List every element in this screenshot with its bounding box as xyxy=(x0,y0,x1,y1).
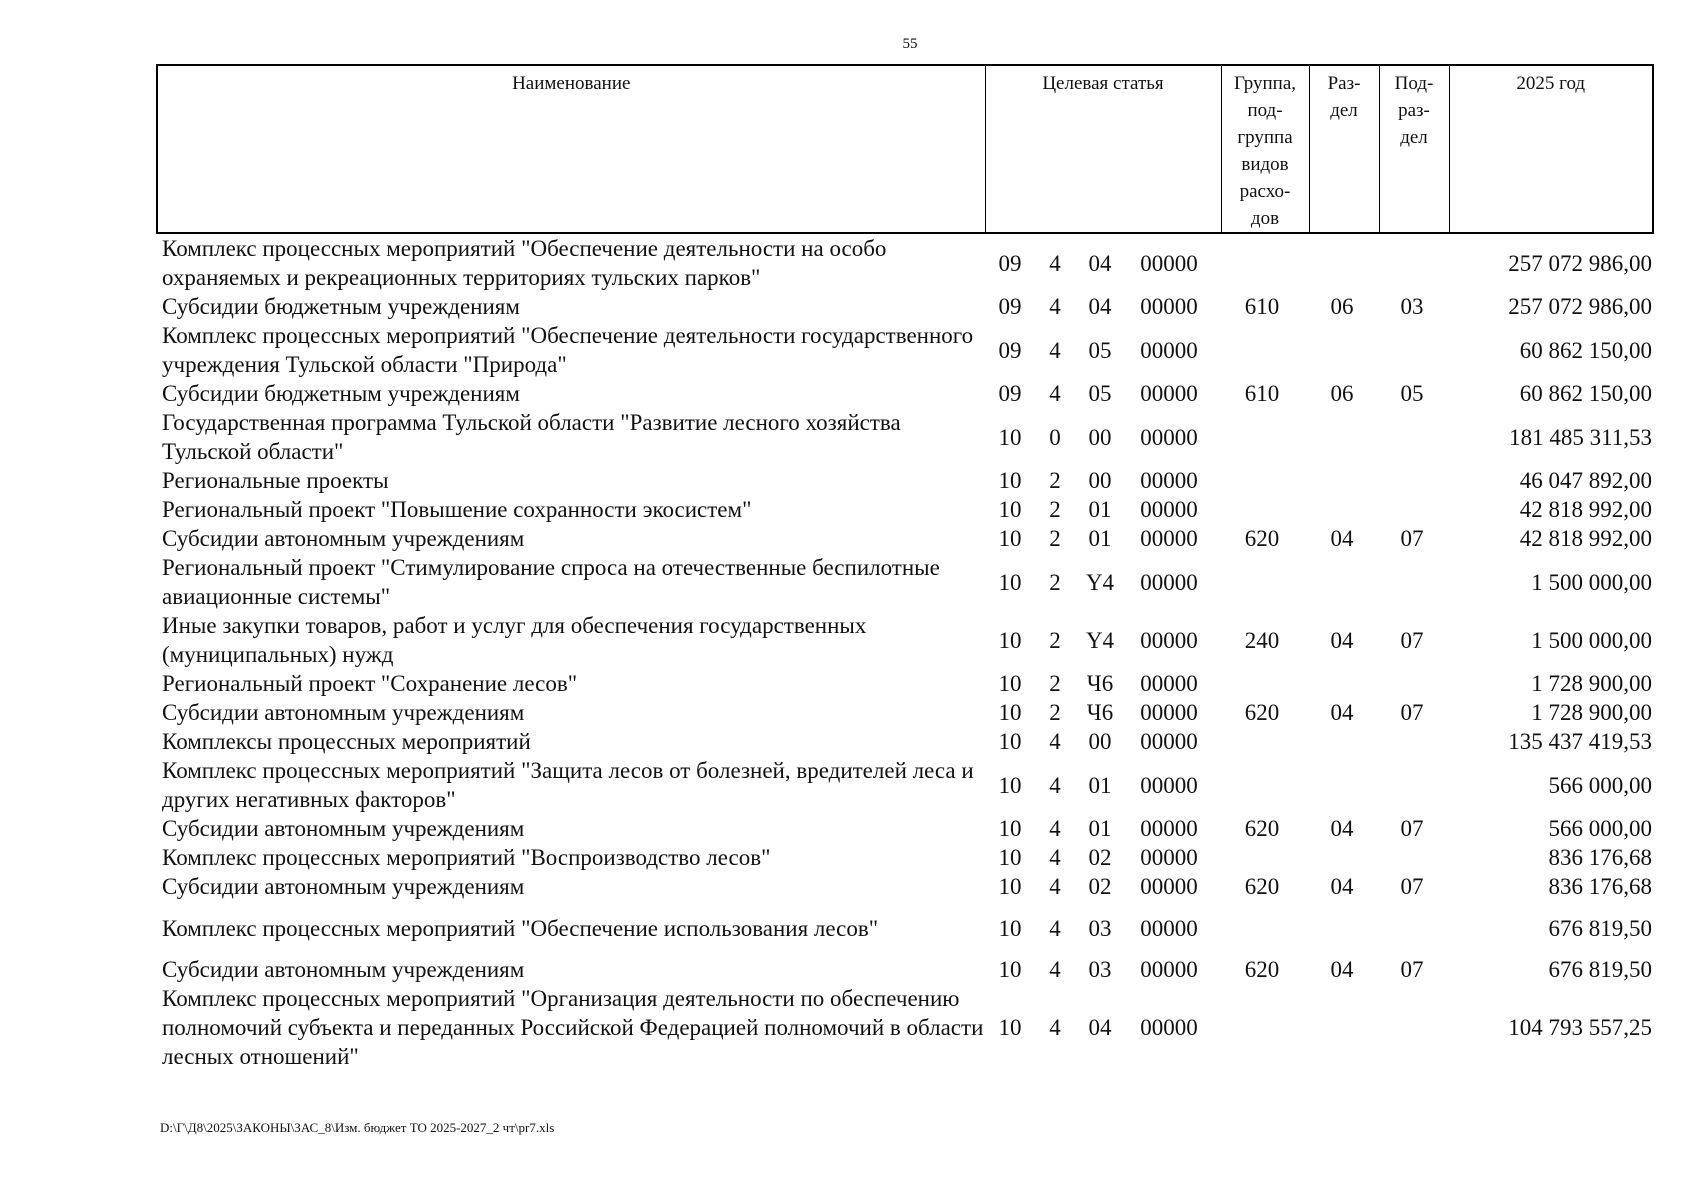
table-row xyxy=(158,843,1658,872)
cell-target-direction: 00000 xyxy=(1140,671,1198,696)
cell-subsection xyxy=(1374,234,1450,292)
cell-section xyxy=(1310,669,1374,698)
header-name: Наименование xyxy=(157,65,985,233)
cell-section xyxy=(1310,901,1374,955)
cell-section: 06 xyxy=(1330,381,1354,406)
cell-amount-2025: 181 485 311,53 xyxy=(1509,424,1652,450)
cell-name: Иные закупки товаров, работ и услуг для обеспечения государственных (муниципальных) нужд xyxy=(162,613,867,667)
cell-expense-group: 240 xyxy=(1244,627,1280,653)
cell-section xyxy=(1310,321,1374,379)
cell-target-direction: 00000 xyxy=(1140,957,1198,982)
cell-target-type: 4 xyxy=(1049,729,1061,754)
cell-target-type: 4 xyxy=(1049,874,1061,899)
cell-target-direction: 00000 xyxy=(1140,526,1198,551)
header-line: дел xyxy=(1330,100,1358,121)
cell-target-program: 09 xyxy=(998,294,1022,319)
cell-target-type: 2 xyxy=(1049,497,1061,522)
cell-target-program: 10 xyxy=(998,526,1022,551)
cell-expense-group xyxy=(1214,466,1310,495)
cell-target-type: 2 xyxy=(1049,468,1061,493)
header-line: видов xyxy=(1241,154,1289,175)
cell-section xyxy=(1310,727,1374,756)
cell-subsection xyxy=(1374,843,1450,872)
cell-amount-2025: 42 818 992,00 xyxy=(1519,497,1652,522)
cell-target-type: 0 xyxy=(1049,424,1061,450)
cell-subsection xyxy=(1374,321,1450,379)
cell-section: 04 xyxy=(1330,957,1354,982)
cell-amount-2025: 257 072 986,00 xyxy=(1508,294,1652,319)
cell-target-type: 4 xyxy=(1049,337,1061,363)
cell-amount-2025: 836 176,68 xyxy=(1548,874,1652,899)
table-row xyxy=(158,984,1658,1071)
cell-subsection: 03 xyxy=(1400,294,1424,319)
cell-target-type: 2 xyxy=(1049,700,1061,725)
cell-target-direction: 00000 xyxy=(1140,381,1198,406)
cell-section xyxy=(1310,234,1374,292)
cell-expense-group: 610 xyxy=(1244,381,1280,406)
table-row xyxy=(158,872,1658,901)
cell-amount-2025: 566 000,00 xyxy=(1548,816,1652,841)
table-row xyxy=(158,611,1658,669)
header-line: раз- xyxy=(1398,100,1430,121)
cell-subsection: 07 xyxy=(1400,627,1424,653)
table-row xyxy=(158,553,1658,611)
table-row xyxy=(158,379,1658,408)
cell-amount-2025: 676 819,50 xyxy=(1548,957,1652,982)
table-row xyxy=(158,698,1658,727)
cell-name: Региональный проект "Повышение сохранности экосистем" xyxy=(162,497,752,522)
cell-amount-2025: 135 437 419,53 xyxy=(1508,729,1652,754)
header-line: Под- xyxy=(1394,73,1434,94)
cell-target-program: 10 xyxy=(998,845,1022,870)
cell-subsection xyxy=(1374,756,1450,814)
cell-expense-group xyxy=(1214,321,1310,379)
file-path-footer: D:\Г\Д8\2025\ЗАКОНЫ\ЗАС_8\Изм. бюджет ТО 2025-2027_2 чт\pr7.xls xyxy=(160,1120,555,1135)
table-row xyxy=(158,321,1658,379)
cell-section xyxy=(1310,756,1374,814)
cell-name: Комплекс процессных мероприятий "Обеспечение деятельности государственного учреждения Тульской области "Природа" xyxy=(162,323,974,377)
cell-target-item: 00 xyxy=(1088,424,1112,450)
cell-expense-group: 620 xyxy=(1244,816,1280,841)
cell-amount-2025: 836 176,68 xyxy=(1548,845,1652,870)
header-section xyxy=(1309,65,1379,233)
cell-target-program: 10 xyxy=(998,671,1022,696)
table-row xyxy=(158,727,1658,756)
cell-target-program: 10 xyxy=(998,1015,1022,1040)
cell-subsection: 07 xyxy=(1400,957,1424,982)
cell-section xyxy=(1310,553,1374,611)
cell-expense-group: 620 xyxy=(1244,526,1280,551)
cell-target-item: 04 xyxy=(1088,294,1112,319)
cell-target-direction: 00000 xyxy=(1140,845,1198,870)
cell-target-direction: 00000 xyxy=(1140,816,1198,841)
cell-amount-2025: 60 862 150,00 xyxy=(1519,381,1652,406)
cell-expense-group xyxy=(1214,727,1310,756)
cell-target-item: 01 xyxy=(1088,816,1112,841)
cell-section xyxy=(1310,843,1374,872)
cell-target-direction: 00000 xyxy=(1140,497,1198,522)
cell-target-program: 10 xyxy=(998,627,1022,653)
table-row xyxy=(158,408,1658,466)
cell-target-item: 01 xyxy=(1088,497,1112,522)
cell-section xyxy=(1310,408,1374,466)
table-row xyxy=(158,814,1658,843)
header-line: группа xyxy=(1237,127,1293,148)
header-year: 2025 год xyxy=(1449,65,1653,233)
cell-target-program: 10 xyxy=(998,957,1022,982)
cell-target-item: 01 xyxy=(1088,526,1112,551)
cell-target-program: 10 xyxy=(998,700,1022,725)
cell-target-item: 00 xyxy=(1088,468,1112,493)
cell-subsection xyxy=(1374,669,1450,698)
cell-expense-group xyxy=(1214,843,1310,872)
cell-target-item: 03 xyxy=(1088,957,1112,982)
cell-name: Региональный проект "Сохранение лесов" xyxy=(162,671,578,696)
cell-target-item: 02 xyxy=(1088,874,1112,899)
cell-section: 04 xyxy=(1330,816,1354,841)
cell-expense-group xyxy=(1214,669,1310,698)
cell-target-program: 10 xyxy=(998,468,1022,493)
cell-name: Государственная программа Тульской области "Развитие лесного хозяйства Тульской области" xyxy=(162,410,901,464)
cell-section: 04 xyxy=(1330,526,1354,551)
header-line: дел xyxy=(1400,127,1428,148)
header-line: под- xyxy=(1247,100,1283,121)
table-header xyxy=(156,64,1654,234)
cell-target-item: 02 xyxy=(1088,845,1112,870)
cell-target-type: 4 xyxy=(1049,772,1061,798)
table-row xyxy=(158,669,1658,698)
cell-name: Субсидии автономным учреждениям xyxy=(162,700,525,725)
cell-target-type: 2 xyxy=(1049,569,1061,595)
cell-target-program: 10 xyxy=(998,915,1022,941)
cell-target-direction: 00000 xyxy=(1140,772,1198,798)
cell-expense-group: 620 xyxy=(1244,874,1280,899)
cell-name: Комплексы процессных мероприятий xyxy=(162,729,531,754)
header-expense-group xyxy=(1221,65,1309,233)
cell-name: Субсидии автономным учреждениям xyxy=(162,957,525,982)
table-row xyxy=(158,292,1658,321)
cell-target-item: 04 xyxy=(1088,250,1112,276)
table-row xyxy=(158,901,1658,955)
cell-subsection: 07 xyxy=(1400,700,1424,725)
cell-target-item: 03 xyxy=(1088,915,1112,941)
cell-expense-group xyxy=(1214,984,1310,1071)
cell-target-program: 10 xyxy=(998,729,1022,754)
cell-amount-2025: 566 000,00 xyxy=(1548,772,1652,798)
cell-subsection xyxy=(1374,495,1450,524)
cell-target-type: 4 xyxy=(1049,957,1061,982)
cell-target-item: 05 xyxy=(1088,337,1112,363)
cell-target-direction: 00000 xyxy=(1140,250,1198,276)
cell-target-direction: 00000 xyxy=(1140,729,1198,754)
cell-target-direction: 00000 xyxy=(1140,468,1198,493)
cell-subsection xyxy=(1374,408,1450,466)
page-number: 55 xyxy=(902,36,918,52)
cell-amount-2025: 46 047 892,00 xyxy=(1519,468,1652,493)
cell-target-program: 09 xyxy=(998,381,1022,406)
cell-target-item: 04 xyxy=(1088,1015,1112,1040)
cell-target-type: 2 xyxy=(1049,627,1061,653)
cell-target-direction: 00000 xyxy=(1140,915,1198,941)
cell-section xyxy=(1310,495,1374,524)
cell-name: Региональные проекты xyxy=(162,468,389,493)
cell-amount-2025: 1 500 000,00 xyxy=(1531,627,1652,653)
cell-target-type: 4 xyxy=(1049,294,1061,319)
cell-expense-group xyxy=(1214,901,1310,955)
cell-target-program: 10 xyxy=(998,569,1022,595)
cell-target-direction: 00000 xyxy=(1140,627,1198,653)
cell-target-direction: 00000 xyxy=(1140,569,1198,595)
cell-subsection xyxy=(1374,984,1450,1071)
cell-subsection xyxy=(1374,727,1450,756)
budget-table xyxy=(158,234,1658,1071)
cell-section: 04 xyxy=(1330,700,1354,725)
header-line: расхо- xyxy=(1239,181,1291,202)
table-row xyxy=(158,524,1658,553)
header-target-article: Целевая статья xyxy=(985,65,1221,233)
cell-target-type: 4 xyxy=(1049,915,1061,941)
header-line: Раз- xyxy=(1327,73,1361,94)
cell-target-program: 09 xyxy=(998,337,1022,363)
cell-target-item: 01 xyxy=(1088,772,1112,798)
cell-target-direction: 00000 xyxy=(1140,294,1198,319)
cell-amount-2025: 676 819,50 xyxy=(1548,915,1652,941)
cell-target-direction: 00000 xyxy=(1140,700,1198,725)
table-row xyxy=(158,955,1658,984)
cell-target-program: 10 xyxy=(998,816,1022,841)
cell-subsection: 07 xyxy=(1400,816,1424,841)
cell-subsection: 05 xyxy=(1400,381,1424,406)
cell-name: Субсидии автономным учреждениям xyxy=(162,816,525,841)
cell-subsection xyxy=(1374,553,1450,611)
cell-target-program: 10 xyxy=(998,497,1022,522)
cell-target-type: 2 xyxy=(1049,526,1061,551)
header-line: дов xyxy=(1250,208,1280,229)
cell-name: Региональный проект "Стимулирование спроса на отечественные беспилотные авиационные системы" xyxy=(162,555,940,609)
cell-name: Комплекс процессных мероприятий "Защита лесов от болезней, вредителей леса и других негативных факторов" xyxy=(162,758,974,812)
cell-target-item: Y4 xyxy=(1085,569,1115,595)
cell-expense-group xyxy=(1214,553,1310,611)
cell-expense-group xyxy=(1214,234,1310,292)
cell-target-type: 4 xyxy=(1049,816,1061,841)
cell-target-direction: 00000 xyxy=(1140,424,1198,450)
cell-amount-2025: 42 818 992,00 xyxy=(1519,526,1652,551)
cell-name: Комплекс процессных мероприятий "Организация деятельности по обеспечению полномочий субъекта и переданных Российской Федерацией полномочий в области лесных отношений" xyxy=(162,986,984,1069)
cell-target-type: 4 xyxy=(1049,250,1061,276)
cell-subsection: 07 xyxy=(1400,526,1424,551)
cell-expense-group xyxy=(1214,756,1310,814)
cell-section xyxy=(1310,466,1374,495)
cell-expense-group: 610 xyxy=(1244,294,1280,319)
cell-amount-2025: 60 862 150,00 xyxy=(1519,337,1652,363)
cell-name: Комплекс процессных мероприятий "Обеспечение использования лесов" xyxy=(162,915,879,941)
cell-target-direction: 00000 xyxy=(1140,1015,1198,1040)
cell-target-program: 10 xyxy=(998,424,1022,450)
cell-target-item: 05 xyxy=(1088,381,1112,406)
cell-target-item: Y4 xyxy=(1085,627,1115,653)
cell-amount-2025: 257 072 986,00 xyxy=(1508,250,1652,276)
cell-expense-group: 620 xyxy=(1244,957,1280,982)
cell-name: Субсидии автономным учреждениям xyxy=(162,874,525,899)
table-row xyxy=(158,234,1658,292)
cell-target-direction: 00000 xyxy=(1140,337,1198,363)
cell-name: Комплекс процессных мероприятий "Обеспечение деятельности на особо охраняемых и рекреационных территориях тульских парков" xyxy=(162,236,887,290)
cell-target-program: 10 xyxy=(998,874,1022,899)
cell-expense-group: 620 xyxy=(1244,700,1280,725)
cell-target-type: 4 xyxy=(1049,845,1061,870)
cell-target-item: Ч6 xyxy=(1086,671,1114,696)
cell-target-program: 09 xyxy=(998,250,1022,276)
cell-target-program: 10 xyxy=(998,772,1022,798)
cell-target-item: 00 xyxy=(1088,729,1112,754)
cell-amount-2025: 1 728 900,00 xyxy=(1531,700,1652,725)
cell-section: 04 xyxy=(1330,627,1354,653)
cell-section xyxy=(1310,984,1374,1071)
cell-amount-2025: 1 500 000,00 xyxy=(1531,569,1652,595)
header-line: Группа, xyxy=(1233,73,1297,94)
cell-name: Субсидии автономным учреждениям xyxy=(162,526,525,551)
cell-section: 04 xyxy=(1330,874,1354,899)
cell-target-type: 2 xyxy=(1049,671,1061,696)
cell-expense-group xyxy=(1214,495,1310,524)
table-row xyxy=(158,756,1658,814)
cell-subsection: 07 xyxy=(1400,874,1424,899)
cell-name: Субсидии бюджетным учреждениям xyxy=(162,381,520,406)
cell-target-type: 4 xyxy=(1049,1015,1061,1040)
cell-expense-group xyxy=(1214,408,1310,466)
table-row xyxy=(158,495,1658,524)
cell-amount-2025: 104 793 557,25 xyxy=(1508,1015,1652,1040)
cell-name: Комплекс процессных мероприятий "Воспроизводство лесов" xyxy=(162,845,771,870)
header-subsection xyxy=(1379,65,1449,233)
table-row xyxy=(158,466,1658,495)
cell-subsection xyxy=(1374,901,1450,955)
cell-target-direction: 00000 xyxy=(1140,874,1198,899)
cell-target-type: 4 xyxy=(1049,381,1061,406)
cell-subsection xyxy=(1374,466,1450,495)
cell-target-item: Ч6 xyxy=(1086,700,1114,725)
cell-name: Субсидии бюджетным учреждениям xyxy=(162,294,520,319)
cell-section: 06 xyxy=(1330,294,1354,319)
cell-amount-2025: 1 728 900,00 xyxy=(1531,671,1652,696)
